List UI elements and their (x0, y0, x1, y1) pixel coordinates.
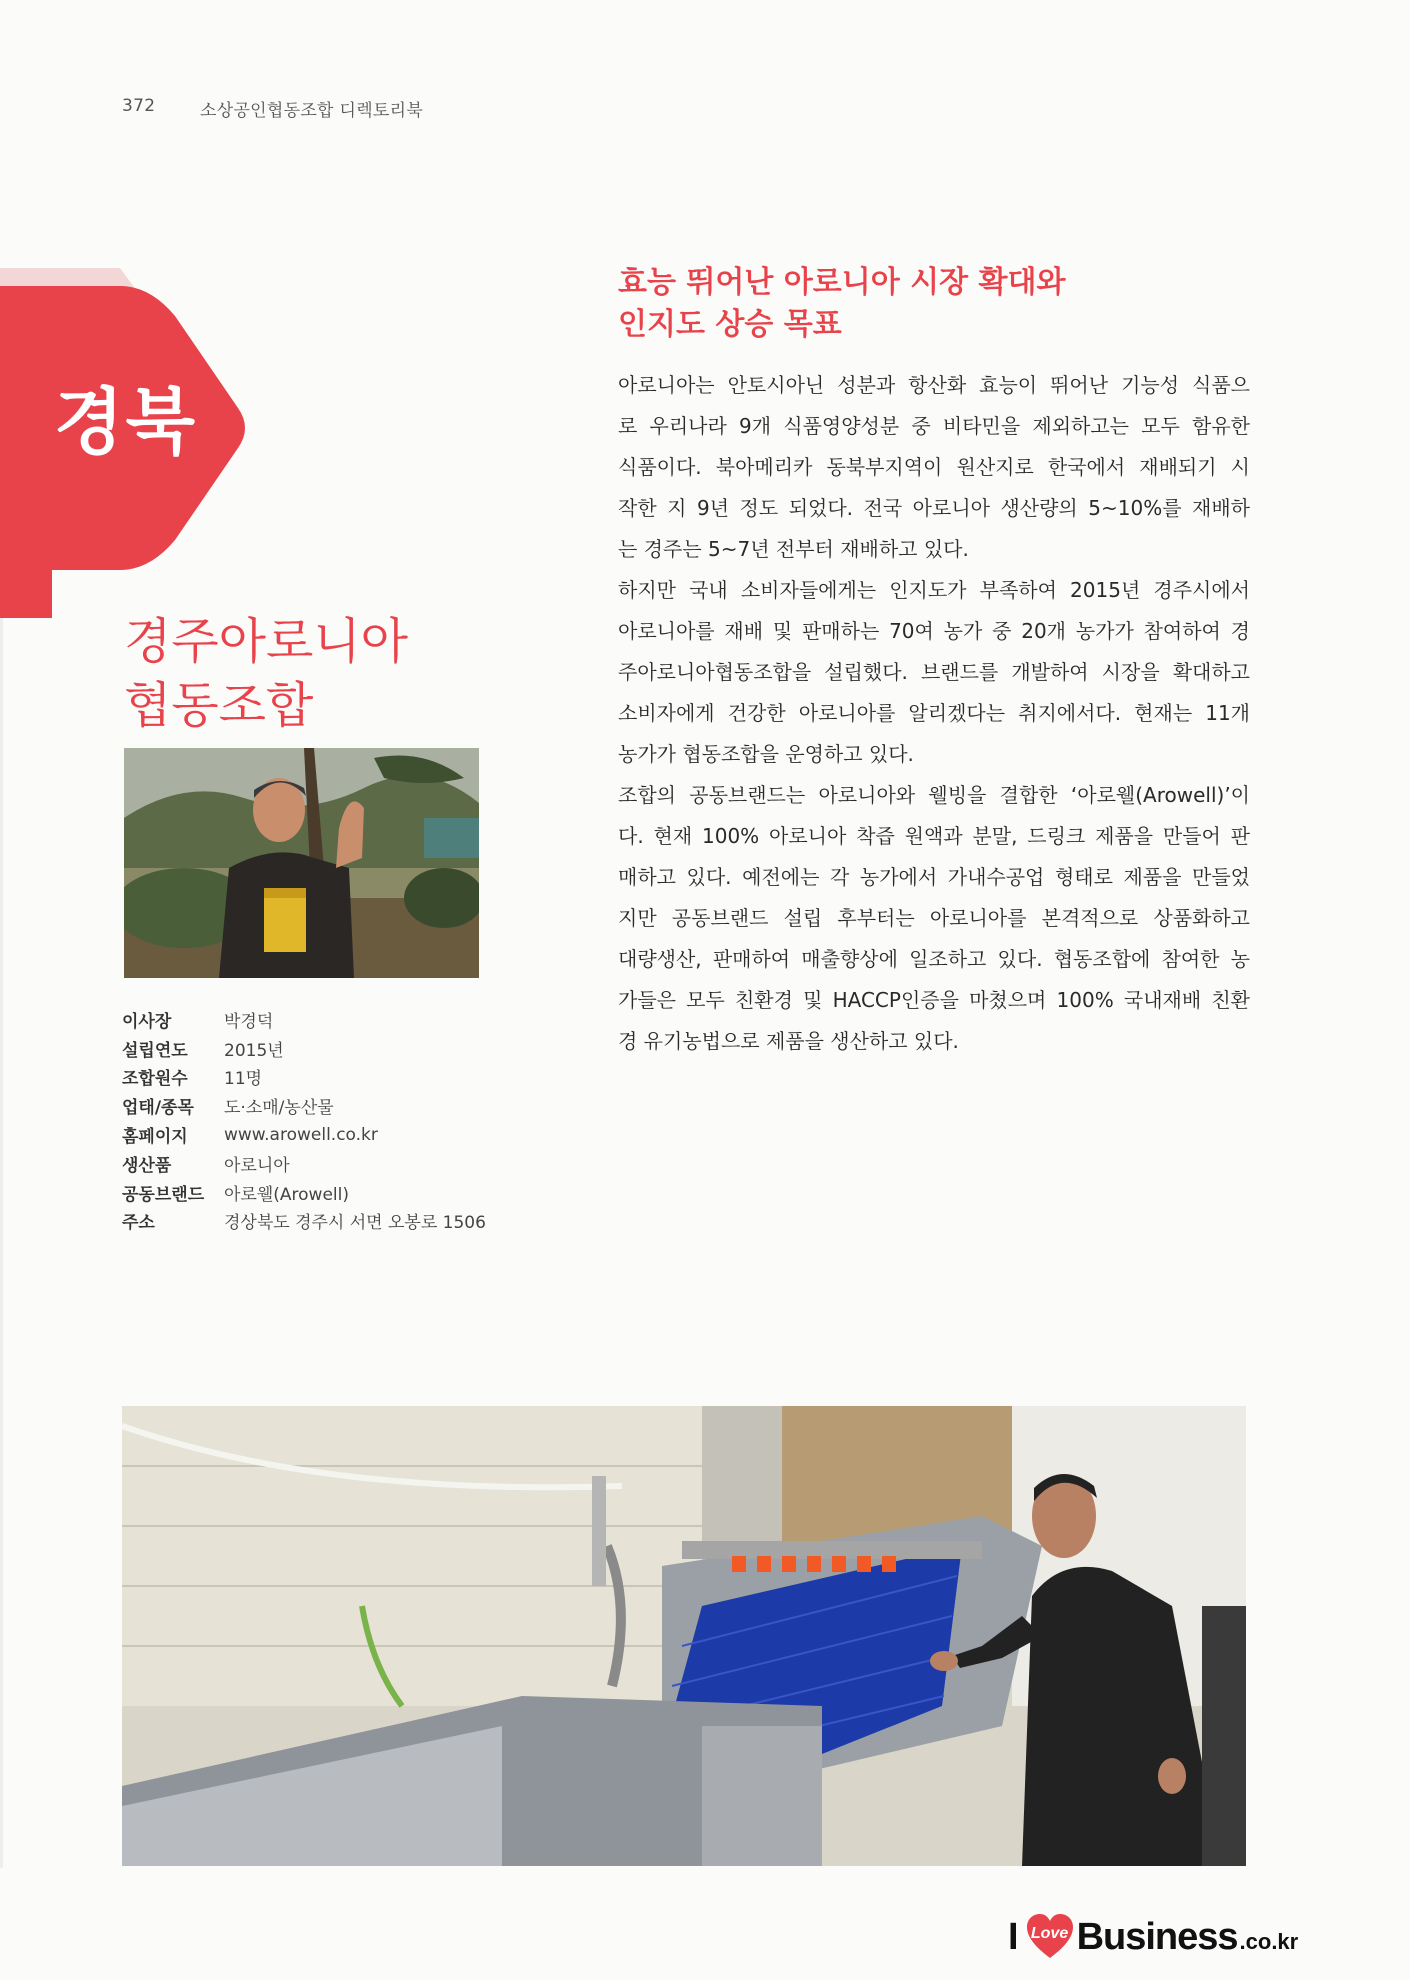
article-line: 소비자에게 건강한 아로니아를 알리겠다는 취지에서다. 현재는 11개 (618, 701, 1250, 725)
article-line: 는 경주는 5~7년 전부터 재배하고 있다. (618, 537, 969, 561)
info-label: 업태/종목 (122, 1098, 194, 1119)
cooperative-info-table (122, 1005, 486, 1235)
article-line: 대량생산, 판매하여 매출향상에 일조하고 있다. 협동조합에 참여한 농 (618, 947, 1250, 971)
article-line: 주아로니아협동조합을 설립했다. 브랜드를 개발하여 시장을 확대하고 (618, 660, 1250, 684)
article-line: 경 유기농법으로 제품을 생산하고 있다. (618, 1029, 959, 1053)
info-label: 설립연도 (122, 1040, 188, 1061)
heart-icon (1025, 1912, 1075, 1962)
info-label: 공동브랜드 (122, 1184, 205, 1205)
logo-love: Love (1030, 1925, 1069, 1942)
cooperative-title-line: 경주아로니아 (124, 613, 409, 670)
page-edge-line (0, 618, 3, 1868)
book-title: 소상공인협동조합 디렉토리북 (200, 101, 424, 121)
info-value: www.arowell.co.kr (224, 1124, 378, 1145)
info-row (122, 1120, 486, 1149)
info-value: 박경덕 (224, 1011, 274, 1032)
article-body (618, 365, 1250, 1062)
director-photo (124, 748, 479, 978)
article-heading (618, 262, 1066, 346)
article-heading-line: 인지도 상승 목표 (618, 307, 842, 342)
info-value: 경상북도 경주시 서면 오봉로 1506 (224, 1213, 486, 1234)
article-line: 매하고 있다. 예전에는 각 농가에서 가내수공업 형태로 제품을 만들었 (618, 865, 1250, 889)
info-value: 도·소매/농산물 (224, 1098, 334, 1119)
article-heading-line: 효능 뛰어난 아로니아 시장 확대와 (618, 265, 1066, 300)
ilovebusiness-logo (1008, 1912, 1298, 1962)
article-line: 가들은 모두 친환경 및 HACCP인증을 마쳤으며 100% 국내재배 친환 (618, 988, 1250, 1012)
cooperative-title-line: 협동조합 (124, 677, 314, 734)
info-label: 홈페이지 (122, 1127, 188, 1148)
article-line: 식품이다. 북아메리카 동북부지역이 원산지로 한국에서 재배되기 시 (618, 455, 1250, 479)
info-label: 이사장 (122, 1011, 172, 1032)
logo-i: I (1008, 1915, 1019, 1958)
info-label: 생산품 (122, 1155, 172, 1176)
logo-business: Business (1076, 1915, 1238, 1958)
info-row (122, 1207, 486, 1236)
info-row (122, 1178, 486, 1207)
info-label: 조합원수 (122, 1069, 188, 1090)
article-line: 지만 공동브랜드 설립 후부터는 아로니아를 본격적으로 상품화하고 (618, 906, 1250, 930)
article-line: 조합의 공동브랜드는 아로니아와 웰빙을 결합한 ‘아로웰(Arowell)’이 (618, 783, 1250, 807)
info-label: 주소 (122, 1213, 155, 1234)
region-label: 경북 (54, 380, 198, 464)
article-line: 아로니아를 재배 및 판매하는 70여 농가 중 20개 농가가 참여하여 경 (618, 619, 1250, 643)
page-number: 372 (122, 96, 156, 116)
info-row (122, 1063, 486, 1092)
info-value: 2015년 (224, 1040, 284, 1061)
article-line: 다. 현재 100% 아로니아 착즙 원액과 분말, 드링크 제품을 만들어 판 (618, 824, 1250, 848)
info-row (122, 1034, 486, 1063)
info-row (122, 1091, 486, 1120)
article-line: 하지만 국내 소비자들에게는 인지도가 부족하여 2015년 경주시에서 (618, 578, 1250, 602)
info-row (122, 1005, 486, 1034)
info-value: 아로웰(Arowell) (224, 1184, 349, 1205)
logo-domain: .co.kr (1239, 1929, 1299, 1954)
info-value: 아로니아 (224, 1155, 290, 1176)
article-line: 농가가 협동조합을 운영하고 있다. (618, 742, 914, 766)
article-line: 작한 지 9년 정도 되었다. 전국 아로니아 생산량의 5~10%를 재배하 (618, 496, 1250, 520)
info-row (122, 1149, 486, 1178)
article-line: 아로니아는 안토시아닌 성분과 항산화 효능이 뛰어난 기능성 식품으 (618, 373, 1250, 397)
production-facility-photo (122, 1406, 1246, 1866)
cooperative-title (124, 610, 454, 738)
info-value: 11명 (224, 1069, 263, 1090)
article-line: 로 우리나라 9개 식품영양성분 중 비타민을 제외하고는 모두 함유한 (618, 414, 1250, 438)
